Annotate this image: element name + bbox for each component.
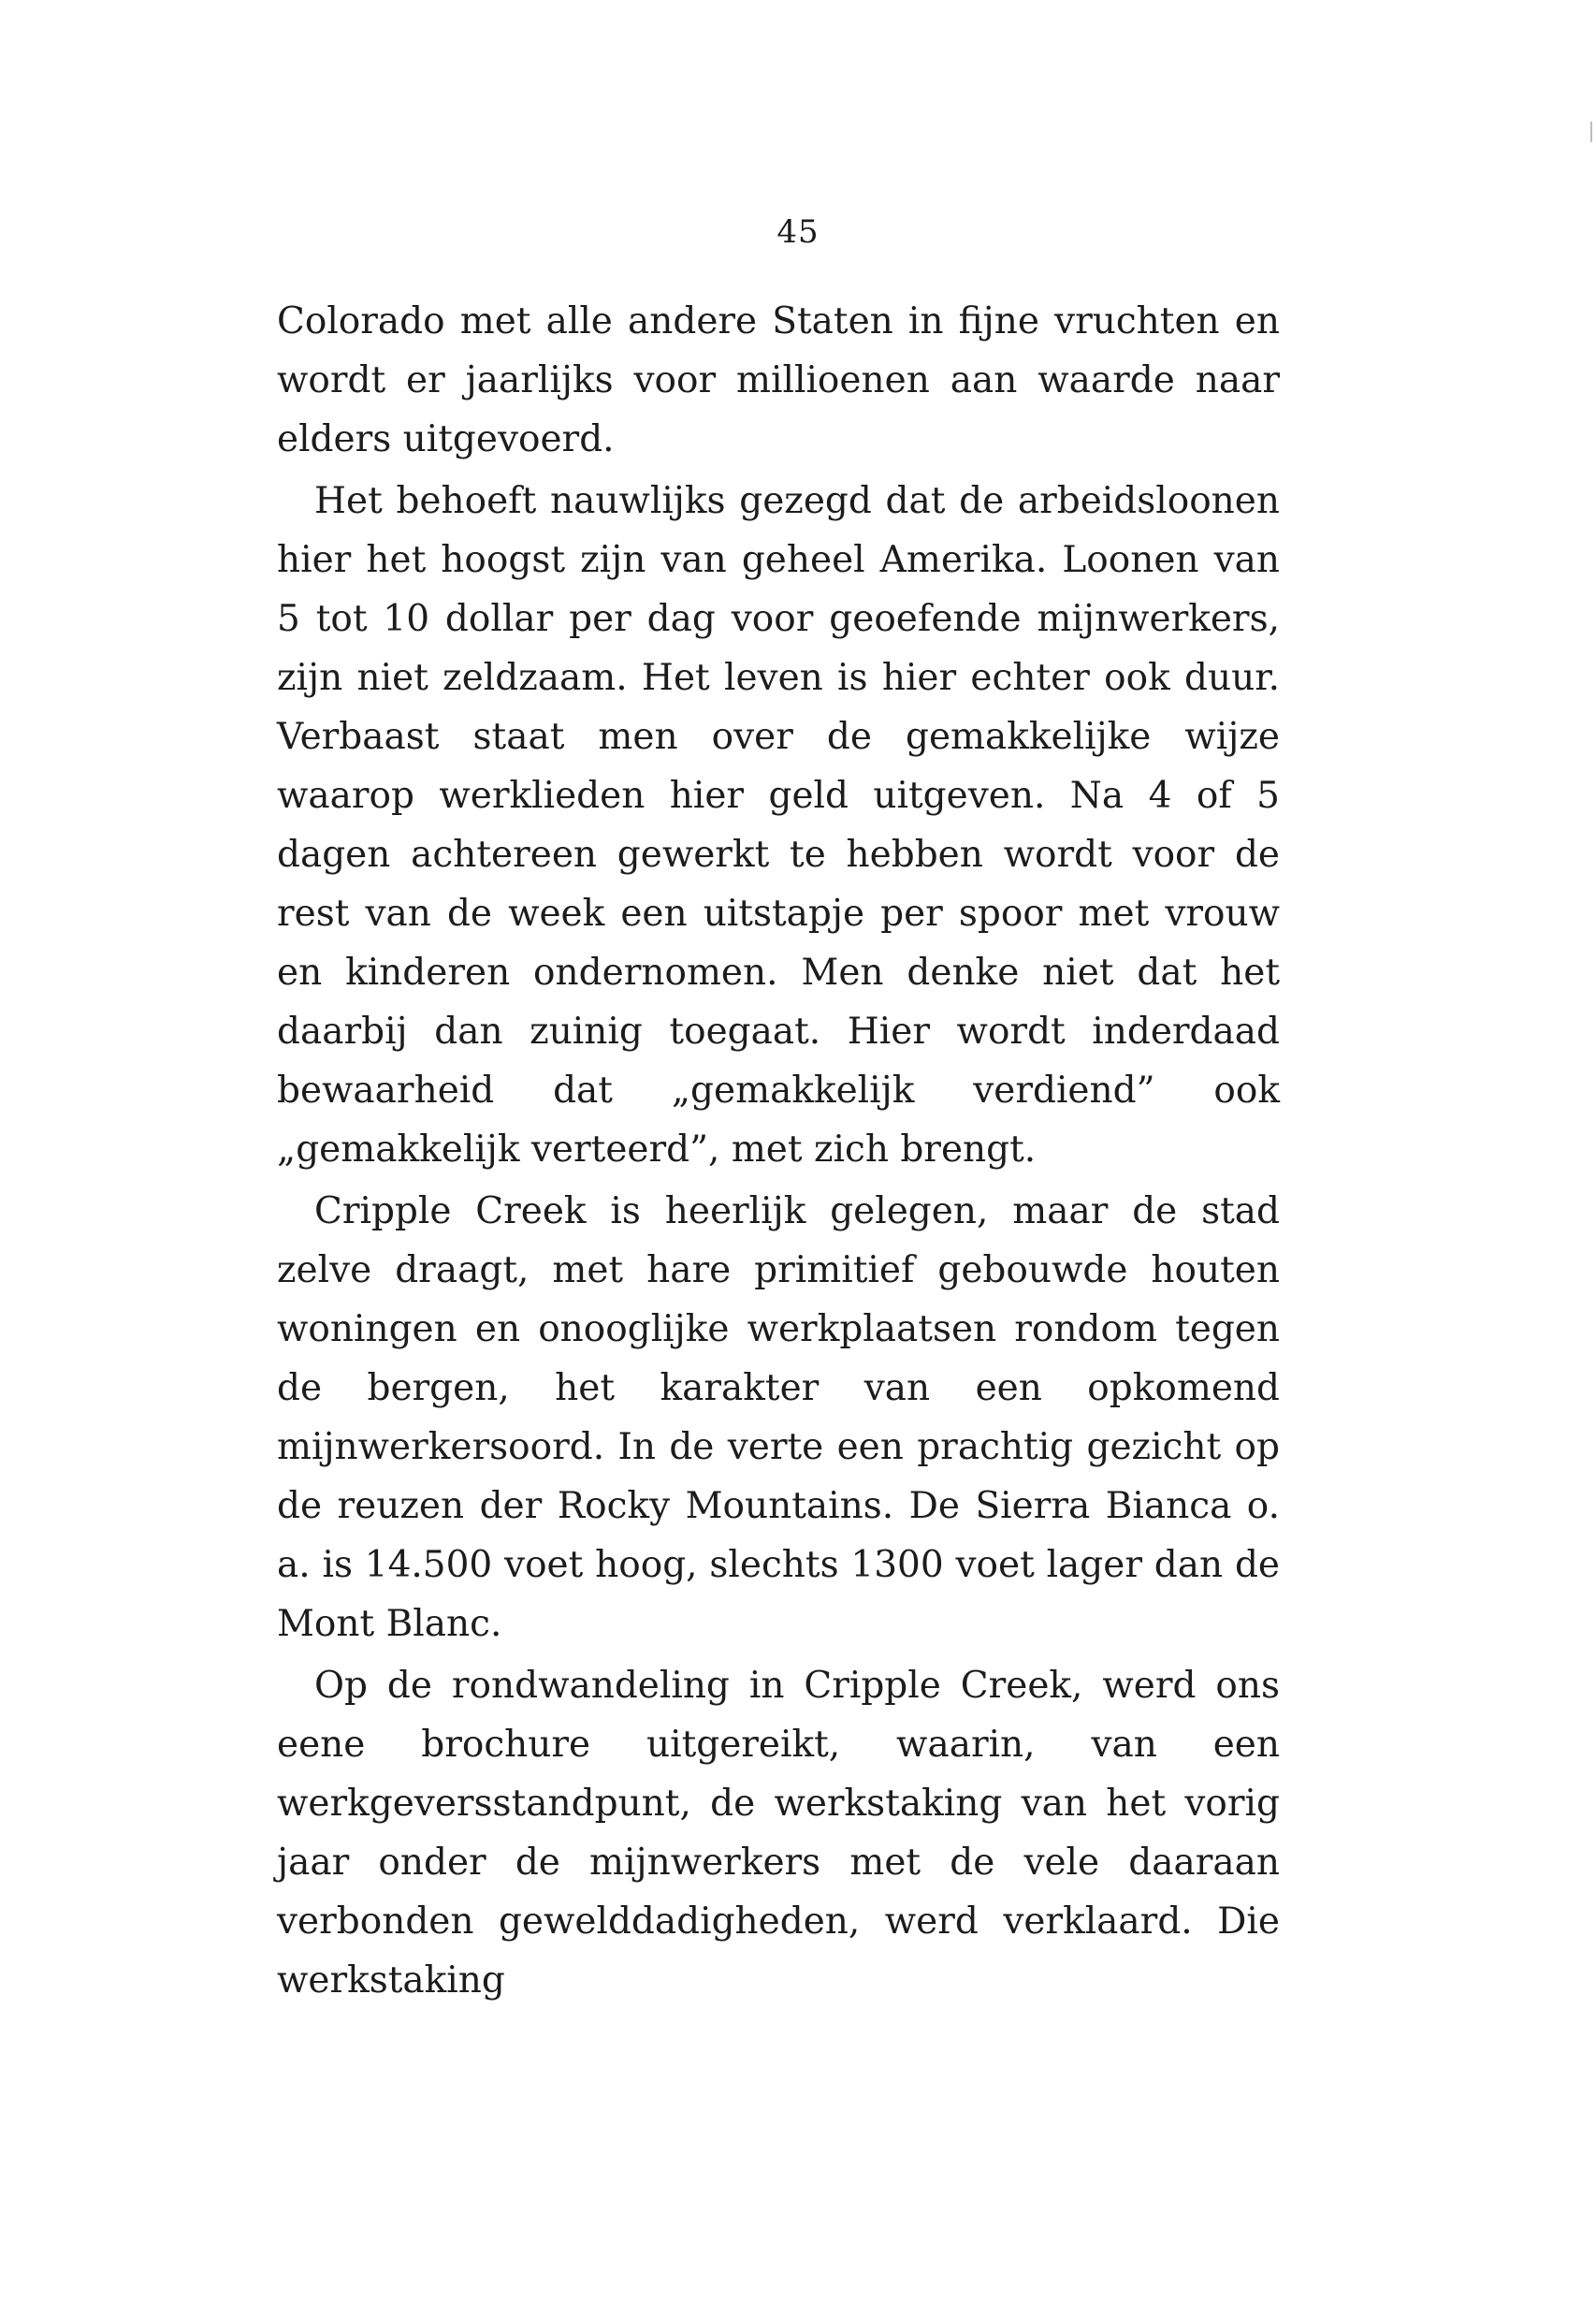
paragraph-cripple-creek: Cripple Creek is heerlijk gelegen, maar de stad zelve draagt, met hare primitief gebouwde houten woningen en onooglijke werkplaatsen rondom tegen de bergen, het karakter van een opkomend mijnwerkersoord. In de verte een prachtig gezicht op de reuzen der Rocky Mountains. De Sierra Bianca o. a. is 14.500 voet hoog, slechts 1300 voet lager dan de Mont Blanc. (277, 1190, 1280, 1645)
body-text (277, 292, 1280, 2013)
scan-margin-mark (1590, 122, 1592, 142)
paragraph-colorado-fruit: Colorado met alle andere Staten in fijne vruchten en wordt er jaarlijks voor millioenen aan waarde naar elders uitgevoerd. (277, 300, 1280, 460)
paragraph-wages: Het behoeft nauwlijks gezegd dat de arbeidsloonen hier het hoogst zijn van geheel Amerika. Loonen van 5 tot 10 dollar per dag voor geoefende mijnwerkers, zijn niet zeldzaam. Het leven is hier echter ook duur. Verbaast staat men over de gemakkelijke wijze waarop werklieden hier geld uitgeven. Na 4 of 5 dagen achtereen gewerkt te hebben wordt voor de rest van de week een uitstapje per spoor met vrouw en kinderen ondernomen. Men denke niet dat het daarbij dan zuinig toegaat. Hier wordt inderdaad bewaarheid dat „gemakkelijk verdiend” ook „gemakkelijk verteerd”, met zich brengt. (277, 480, 1280, 1171)
paragraph-strike-brochure: Op de rondwandeling in Cripple Creek, werd ons eene brochure uitgereikt, waarin, van een werkgeversstandpunt, de werkstaking van het vorig jaar onder de mijnwerkers met de vele daaraan verbonden gewelddadigheden, werd verklaard. Die werkstaking (277, 1665, 1280, 2002)
page-number: 45 (776, 213, 820, 251)
